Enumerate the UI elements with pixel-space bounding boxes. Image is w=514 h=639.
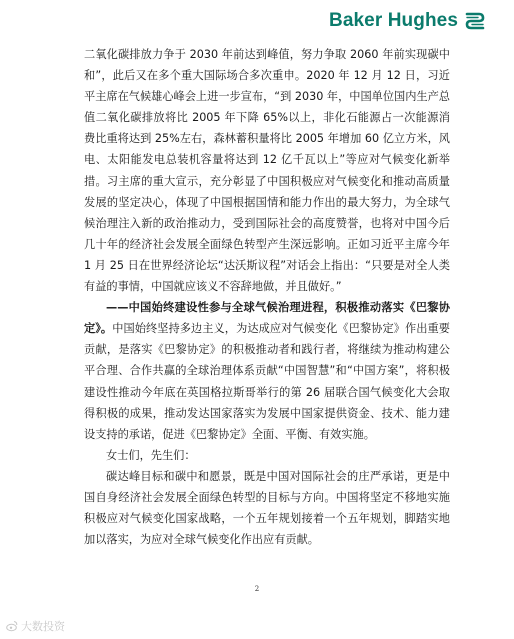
paragraph-multilateralism	[84, 297, 450, 445]
brand-logo	[329, 10, 486, 32]
document-body	[84, 44, 450, 550]
logo-text: Baker Hughes	[329, 10, 458, 31]
paragraph-carbon-peak: 二氧化碳排放力争于 2030 年前达到峰值，努力争取 2060 年前实现碳中和”，此后又在多个重大国际场合多次重申。2020 年 12 月 12 日，习近平主席在气候雄心峰会上进一步宣布，“到 2030 年，中国单位国内生产总值二氧化碳排放将比 2005 年下降 65%以上，非化石能源占一次能源消费比重将达到 25%左右，森林蓄积量将比 2005 年增加 60 亿立方米，风电、太阳能发电总装机容量将达到 12 亿千瓦以上”等应对气候变化新举措。习主席的重大宣示，充分彰显了中国积极应对气候变化和推动高质量发展的坚定决心，体现了中国根据国情和能力作出的最大努力，为全球气候治理注入新的政治推动力，受到国际社会的高度赞誉，也将对中国今后几十年的经济社会发展全面绿色转型产生深远影响。正如习近平主席今年 1 月 25 日在世界经济论坛“达沃斯议程”对话会上指出：“只要是对全人类有益的事情，中国就应该义不容辞地做，并且做好。”	[84, 48, 450, 294]
paragraph-commitment: 碳达峰目标和碳中和愿景，既是中国对国际社会的庄严承诺，更是中国自身经济社会发展全面绿色转型的目标与方向。中国将坚定不移地实施积极应对气候变化国家战略，一个五年规划接着一个五年规划，脚踏实地加以落实，为应对全球气候变化作出应有贡献。	[84, 469, 450, 547]
salutation: 女士们，先生们：	[106, 448, 196, 462]
page-number: 2	[254, 585, 260, 593]
paragraph-multilateralism-text: 中国始终坚持多边主义，为达成应对气候变化《巴黎协定》作出重要贡献，是落实《巴黎协定》的积极推动者和践行者，将继续为推动构建公平合理、合作共赢的全球治理体系贡献“中国智慧”和“中国方案”，将积极建设性推动今年底在英国格拉斯哥举行的第 26 届联合国气候变化大会取得积极的成果，推动发达国家落实为发展中国家提供资金、技术、能力建设支持的承诺，促进《巴黎协定》全面、平衡、有效实施。	[84, 322, 450, 441]
weibo-icon	[6, 620, 18, 632]
watermark	[6, 618, 65, 634]
bold-lead-heading: ——中国始终建设性参与全球气候治理进程，积极推动落实《巴黎协定》。	[84, 301, 450, 336]
watermark-text: 大数投资	[21, 620, 65, 633]
baker-hughes-logo-mark-icon	[464, 10, 486, 32]
